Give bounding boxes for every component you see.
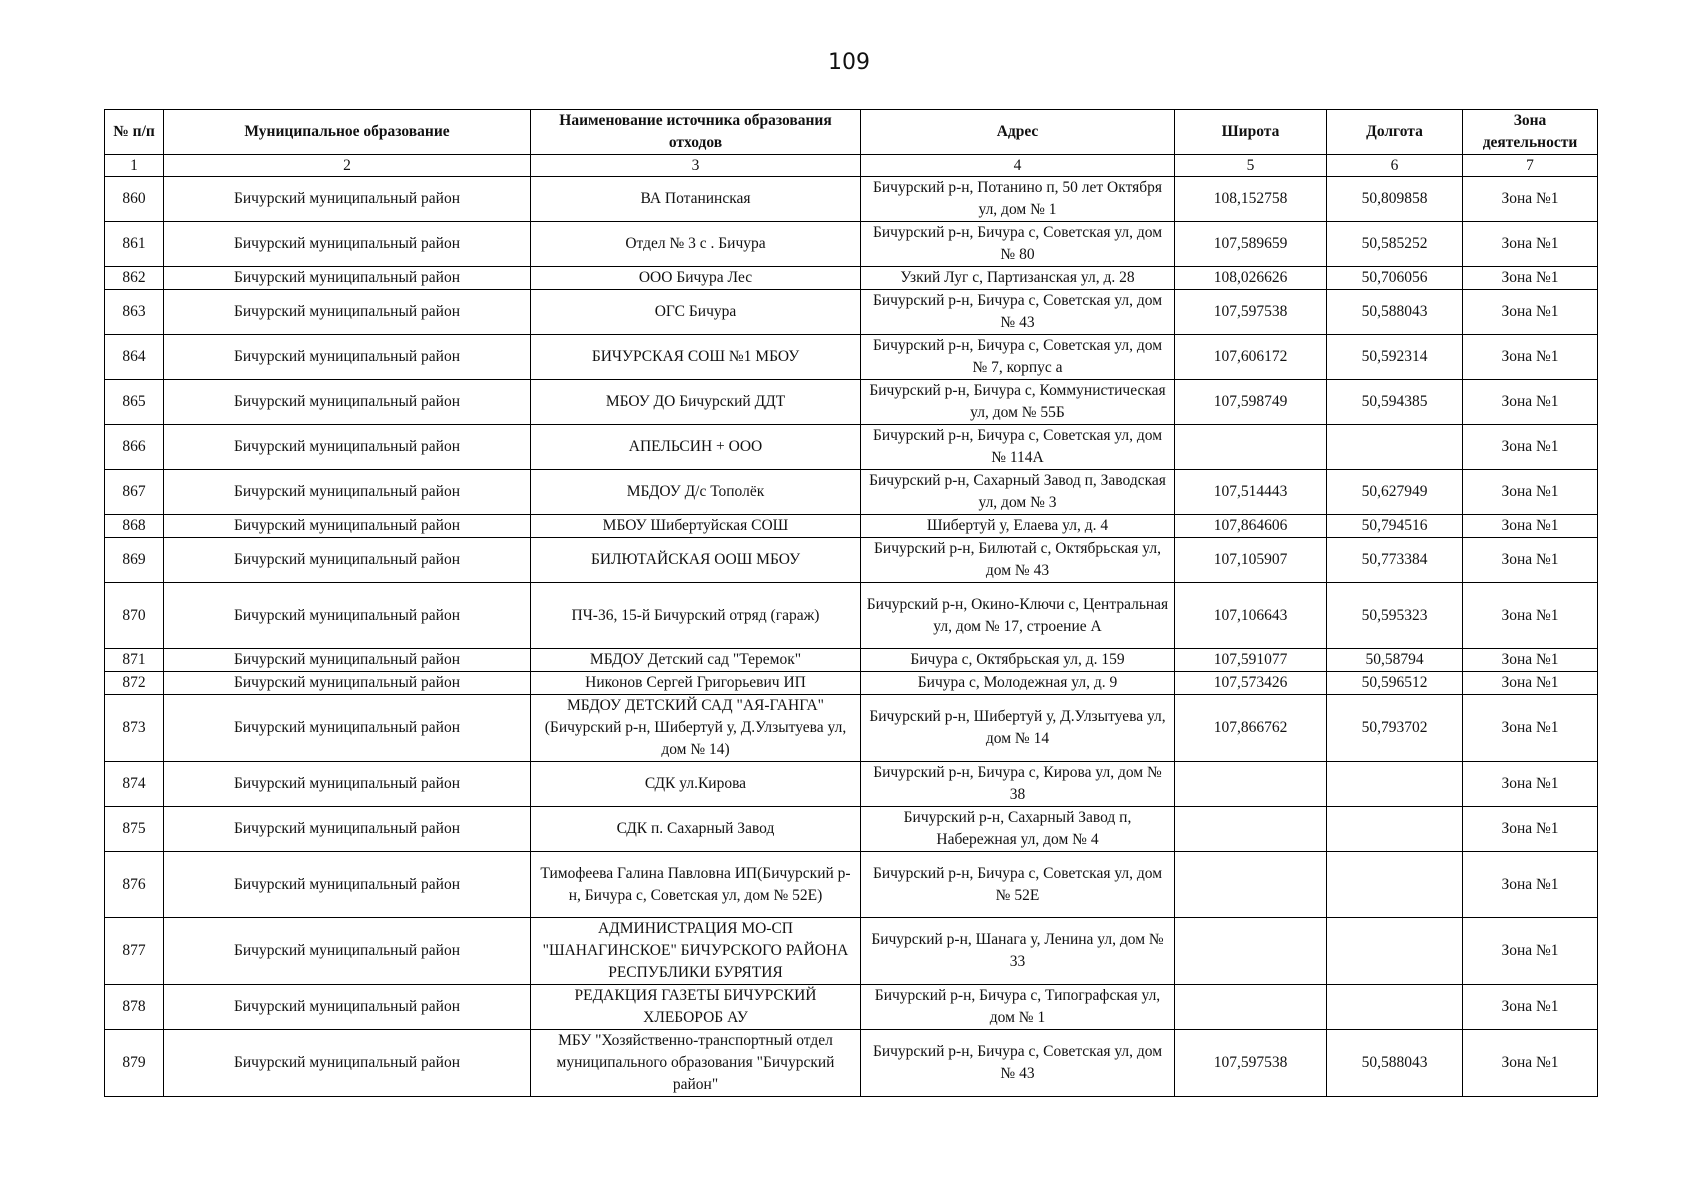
header-address: Адрес — [861, 110, 1175, 155]
zone-cell: Зона №1 — [1463, 649, 1598, 672]
longitude-cell: 50,595323 — [1327, 583, 1463, 649]
row-number: 871 — [105, 649, 164, 672]
column-number-row — [105, 155, 1598, 177]
address-cell: Бичура с, Октябрьская ул, д. 159 — [861, 649, 1175, 672]
longitude-cell — [1327, 807, 1463, 852]
row-number: 872 — [105, 672, 164, 695]
latitude-cell: 107,514443 — [1175, 470, 1327, 515]
latitude-cell: 107,597538 — [1175, 1030, 1327, 1097]
latitude-cell: 107,106643 — [1175, 583, 1327, 649]
longitude-cell: 50,706056 — [1327, 267, 1463, 290]
longitude-cell: 50,627949 — [1327, 470, 1463, 515]
zone-cell: Зона №1 — [1463, 852, 1598, 918]
header-longitude: Долгота — [1327, 110, 1463, 155]
zone-cell: Зона №1 — [1463, 1030, 1598, 1097]
latitude-cell — [1175, 985, 1327, 1030]
longitude-cell — [1327, 762, 1463, 807]
longitude-cell: 50,588043 — [1327, 1030, 1463, 1097]
address-cell: Бичурский р-н, Сахарный Завод п, Заводская ул, дом № 3 — [861, 470, 1175, 515]
source-name-cell: БИЧУРСКАЯ СОШ №1 МБОУ — [531, 335, 861, 380]
zone-cell: Зона №1 — [1463, 985, 1598, 1030]
municipality-cell: Бичурский муниципальный район — [164, 583, 531, 649]
row-number: 875 — [105, 807, 164, 852]
header-number: № п/п — [105, 110, 164, 155]
zone-cell: Зона №1 — [1463, 583, 1598, 649]
row-number: 874 — [105, 762, 164, 807]
source-name-cell: ОГС Бичура — [531, 290, 861, 335]
zone-cell: Зона №1 — [1463, 177, 1598, 222]
address-cell: Бичурский р-н, Сахарный Завод п, Набережная ул, дом № 4 — [861, 807, 1175, 852]
source-name-cell: ООО Бичура Лес — [531, 267, 861, 290]
source-name-cell: БИЛЮТАЙСКАЯ ООШ МБОУ — [531, 538, 861, 583]
address-cell: Бичурский р-н, Бичура с, Советская ул, дом № 114А — [861, 425, 1175, 470]
municipality-cell: Бичурский муниципальный район — [164, 515, 531, 538]
municipality-cell: Бичурский муниципальный район — [164, 985, 531, 1030]
longitude-cell: 50,793702 — [1327, 695, 1463, 762]
municipality-cell: Бичурский муниципальный район — [164, 380, 531, 425]
page-number: 109 — [828, 50, 870, 75]
latitude-cell: 108,152758 — [1175, 177, 1327, 222]
header-zone: Зона деятельности — [1463, 110, 1598, 155]
longitude-cell: 50,585252 — [1327, 222, 1463, 267]
table-row — [105, 1030, 1598, 1097]
municipality-cell: Бичурский муниципальный район — [164, 267, 531, 290]
table-row — [105, 762, 1598, 807]
table-row — [105, 985, 1598, 1030]
municipality-cell: Бичурский муниципальный район — [164, 672, 531, 695]
header-municipality: Муниципальное образование — [164, 110, 531, 155]
source-name-cell: МБДОУ Д/с Тополёк — [531, 470, 861, 515]
row-number: 865 — [105, 380, 164, 425]
latitude-cell: 107,589659 — [1175, 222, 1327, 267]
table-row — [105, 177, 1598, 222]
row-number: 860 — [105, 177, 164, 222]
table-row — [105, 515, 1598, 538]
latitude-cell — [1175, 425, 1327, 470]
waste-sources-table — [104, 109, 1598, 1097]
zone-cell: Зона №1 — [1463, 470, 1598, 515]
latitude-cell — [1175, 807, 1327, 852]
row-number: 869 — [105, 538, 164, 583]
source-name-cell: СДК п. Сахарный Завод — [531, 807, 861, 852]
column-number: 1 — [105, 155, 164, 177]
address-cell: Бичурский р-н, Шибертуй у, Д.Улзытуева ул, дом № 14 — [861, 695, 1175, 762]
table-row — [105, 695, 1598, 762]
municipality-cell: Бичурский муниципальный район — [164, 695, 531, 762]
zone-cell: Зона №1 — [1463, 515, 1598, 538]
row-number: 876 — [105, 852, 164, 918]
table-row — [105, 538, 1598, 583]
source-name-cell: АПЕЛЬСИН + ООО — [531, 425, 861, 470]
table-row — [105, 267, 1598, 290]
row-number: 877 — [105, 918, 164, 985]
address-cell: Бичурский р-н, Шанага у, Ленина ул, дом № 33 — [861, 918, 1175, 985]
address-cell: Бичурский р-н, Бичура с, Типографская ул, дом № 1 — [861, 985, 1175, 1030]
zone-cell: Зона №1 — [1463, 290, 1598, 335]
municipality-cell: Бичурский муниципальный район — [164, 177, 531, 222]
longitude-cell — [1327, 425, 1463, 470]
table-row — [105, 470, 1598, 515]
municipality-cell: Бичурский муниципальный район — [164, 762, 531, 807]
zone-cell: Зона №1 — [1463, 807, 1598, 852]
municipality-cell: Бичурский муниципальный район — [164, 807, 531, 852]
latitude-cell: 107,866762 — [1175, 695, 1327, 762]
zone-cell: Зона №1 — [1463, 762, 1598, 807]
zone-cell: Зона №1 — [1463, 538, 1598, 583]
source-name-cell: Тимофеева Галина Павловна ИП(Бичурский р-н, Бичура с, Советская ул, дом № 52Е) — [531, 852, 861, 918]
column-number: 4 — [861, 155, 1175, 177]
latitude-cell: 107,105907 — [1175, 538, 1327, 583]
latitude-cell: 107,597538 — [1175, 290, 1327, 335]
longitude-cell — [1327, 852, 1463, 918]
source-name-cell: ВА Потанинская — [531, 177, 861, 222]
table-header — [105, 110, 1598, 177]
table-row — [105, 807, 1598, 852]
longitude-cell: 50,588043 — [1327, 290, 1463, 335]
table-row — [105, 425, 1598, 470]
address-cell: Бичурский р-н, Бичура с, Кирова ул, дом № 38 — [861, 762, 1175, 807]
zone-cell: Зона №1 — [1463, 335, 1598, 380]
address-cell: Бичурский р-н, Бичура с, Советская ул, дом № 52Е — [861, 852, 1175, 918]
municipality-cell: Бичурский муниципальный район — [164, 649, 531, 672]
address-cell: Бичурский р-н, Бичура с, Советская ул, дом № 43 — [861, 1030, 1175, 1097]
zone-cell: Зона №1 — [1463, 918, 1598, 985]
address-cell: Бичурский р-н, Потанино п, 50 лет Октября ул, дом № 1 — [861, 177, 1175, 222]
address-cell: Бичурский р-н, Билютай с, Октябрьская ул, дом № 43 — [861, 538, 1175, 583]
header-source-name: Наименование источника образования отходов — [531, 110, 861, 155]
source-name-cell: Никонов Сергей Григорьевич ИП — [531, 672, 861, 695]
longitude-cell — [1327, 985, 1463, 1030]
latitude-cell — [1175, 918, 1327, 985]
zone-cell: Зона №1 — [1463, 222, 1598, 267]
longitude-cell — [1327, 918, 1463, 985]
row-number: 867 — [105, 470, 164, 515]
source-name-cell: МБОУ ДО Бичурский ДДТ — [531, 380, 861, 425]
table-row — [105, 583, 1598, 649]
latitude-cell: 107,591077 — [1175, 649, 1327, 672]
source-name-cell: МБДОУ ДЕТСКИЙ САД "АЯ-ГАНГА"(Бичурский р-н, Шибертуй у, Д.Улзытуева ул, дом № 14) — [531, 695, 861, 762]
address-cell: Шибертуй у, Елаева ул, д. 4 — [861, 515, 1175, 538]
table-row — [105, 290, 1598, 335]
address-cell: Бичурский р-н, Бичура с, Коммунистическая ул, дом № 55Б — [861, 380, 1175, 425]
longitude-cell: 50,773384 — [1327, 538, 1463, 583]
column-number: 5 — [1175, 155, 1327, 177]
table-row — [105, 380, 1598, 425]
address-cell: Узкий Луг с, Партизанская ул, д. 28 — [861, 267, 1175, 290]
latitude-cell: 107,573426 — [1175, 672, 1327, 695]
row-number: 870 — [105, 583, 164, 649]
municipality-cell: Бичурский муниципальный район — [164, 290, 531, 335]
column-number: 7 — [1463, 155, 1598, 177]
municipality-cell: Бичурский муниципальный район — [164, 335, 531, 380]
source-name-cell: РЕДАКЦИЯ ГАЗЕТЫ БИЧУРСКИЙ ХЛЕБОРОБ АУ — [531, 985, 861, 1030]
municipality-cell: Бичурский муниципальный район — [164, 470, 531, 515]
municipality-cell: Бичурский муниципальный район — [164, 852, 531, 918]
latitude-cell: 107,864606 — [1175, 515, 1327, 538]
table-row — [105, 335, 1598, 380]
column-number: 3 — [531, 155, 861, 177]
address-cell: Бичура с, Молодежная ул, д. 9 — [861, 672, 1175, 695]
longitude-cell: 50,794516 — [1327, 515, 1463, 538]
row-number: 862 — [105, 267, 164, 290]
source-name-cell: АДМИНИСТРАЦИЯ МО-СП "ШАНАГИНСКОЕ" БИЧУРСКОГО РАЙОНА РЕСПУБЛИКИ БУРЯТИЯ — [531, 918, 861, 985]
column-number: 6 — [1327, 155, 1463, 177]
municipality-cell: Бичурский муниципальный район — [164, 918, 531, 985]
source-name-cell: ПЧ-36, 15-й Бичурский отряд (гараж) — [531, 583, 861, 649]
table-row — [105, 222, 1598, 267]
row-number: 873 — [105, 695, 164, 762]
header-latitude: Широта — [1175, 110, 1327, 155]
municipality-cell: Бичурский муниципальный район — [164, 538, 531, 583]
row-number: 868 — [105, 515, 164, 538]
zone-cell: Зона №1 — [1463, 425, 1598, 470]
source-name-cell: МБДОУ Детский сад "Теремок" — [531, 649, 861, 672]
latitude-cell — [1175, 762, 1327, 807]
municipality-cell: Бичурский муниципальный район — [164, 222, 531, 267]
zone-cell: Зона №1 — [1463, 267, 1598, 290]
table-row — [105, 918, 1598, 985]
row-number: 879 — [105, 1030, 164, 1097]
address-cell: Бичурский р-н, Бичура с, Советская ул, дом № 43 — [861, 290, 1175, 335]
source-name-cell: Отдел № 3 с . Бичура — [531, 222, 861, 267]
address-cell: Бичурский р-н, Бичура с, Советская ул, дом № 80 — [861, 222, 1175, 267]
source-name-cell: МБОУ Шибертуйская СОШ — [531, 515, 861, 538]
column-number: 2 — [164, 155, 531, 177]
longitude-cell: 50,58794 — [1327, 649, 1463, 672]
longitude-cell: 50,596512 — [1327, 672, 1463, 695]
address-cell: Бичурский р-н, Бичура с, Советская ул, дом № 7, корпус а — [861, 335, 1175, 380]
address-cell: Бичурский р-н, Окино-Ключи с, Центральная ул, дом № 17, строение А — [861, 583, 1175, 649]
table-row — [105, 852, 1598, 918]
municipality-cell: Бичурский муниципальный район — [164, 425, 531, 470]
source-name-cell: СДК ул.Кирова — [531, 762, 861, 807]
table-row — [105, 649, 1598, 672]
zone-cell: Зона №1 — [1463, 380, 1598, 425]
row-number: 863 — [105, 290, 164, 335]
row-number: 864 — [105, 335, 164, 380]
row-number: 866 — [105, 425, 164, 470]
row-number: 878 — [105, 985, 164, 1030]
longitude-cell: 50,809858 — [1327, 177, 1463, 222]
latitude-cell: 107,606172 — [1175, 335, 1327, 380]
latitude-cell: 107,598749 — [1175, 380, 1327, 425]
longitude-cell: 50,592314 — [1327, 335, 1463, 380]
longitude-cell: 50,594385 — [1327, 380, 1463, 425]
zone-cell: Зона №1 — [1463, 672, 1598, 695]
source-name-cell: МБУ "Хозяйственно-транспортный отдел муниципального образования "Бичурский район" — [531, 1030, 861, 1097]
latitude-cell: 108,026626 — [1175, 267, 1327, 290]
row-number: 861 — [105, 222, 164, 267]
zone-cell: Зона №1 — [1463, 695, 1598, 762]
table-body — [105, 177, 1598, 1097]
municipality-cell: Бичурский муниципальный район — [164, 1030, 531, 1097]
table-row — [105, 672, 1598, 695]
latitude-cell — [1175, 852, 1327, 918]
